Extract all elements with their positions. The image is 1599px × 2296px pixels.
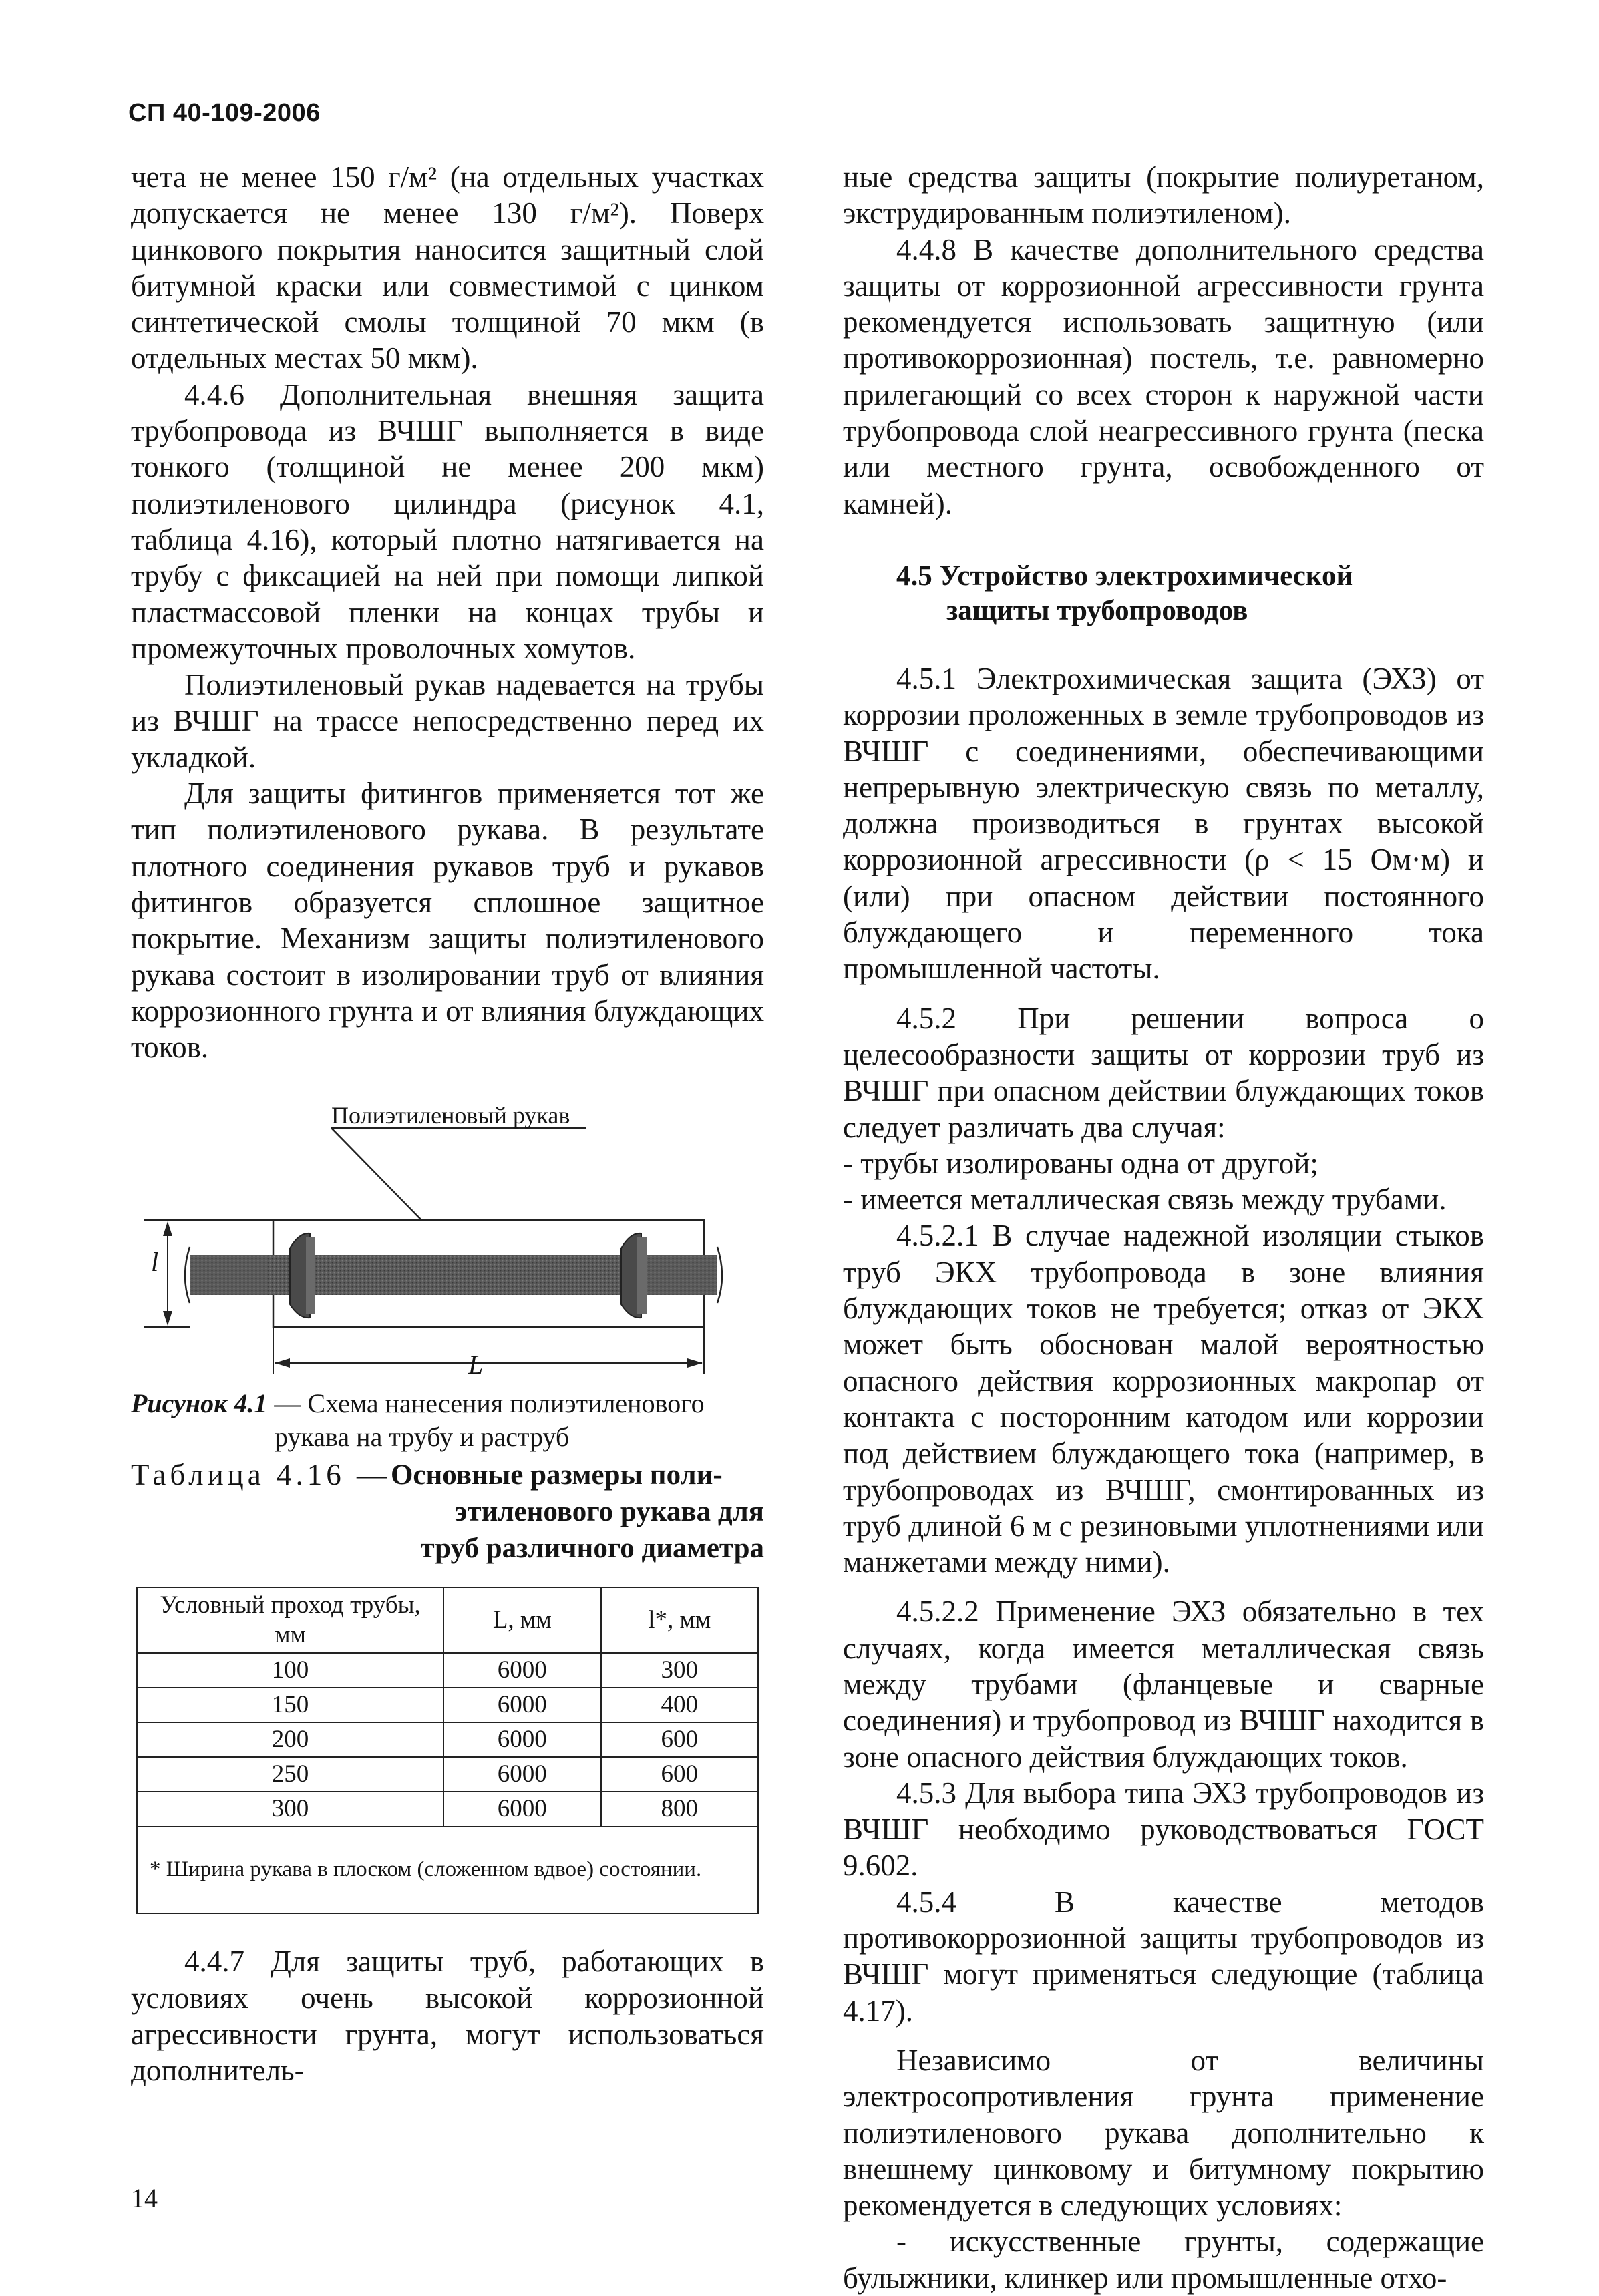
table-cell: 400 bbox=[601, 1688, 758, 1722]
column-header-l: l*, мм bbox=[601, 1587, 758, 1653]
paragraph: Для защиты фитингов применяется тот же тип полиэтиленового рукава. В результате плотного соединения рукавов труб и рукавов фитингов образуется сплошное защитное покрытие. Механизм защиты полиэтиленового рукава состоит в изолировании труб от влияния коррозионного грунта и от влияния блуждающих токов. bbox=[131, 777, 764, 1065]
table-footnote: * Ширина рукава в плоском (сложенном вдвое) состоянии. bbox=[137, 1827, 758, 1913]
paragraph-4-5-1: 4.5.1 Электрохимическая защита (ЭХЗ) от коррозии проложенных в земле трубопроводов из ВЧШГ с соединениями, обеспечивающими непрерывную электрическую связь по металлу, должна производиться в грунтах высокой коррозионной агрессивности (ρ < 15 Ом·м) и (или) при опасном действии постоянного блуждающего и переменного тока промышленной частоты. bbox=[843, 661, 1484, 986]
column-header-nominal-bore: Условный проход трубы, мм bbox=[137, 1587, 443, 1653]
table-cell: 100 bbox=[137, 1653, 443, 1688]
pipe-sleeve-diagram bbox=[131, 1089, 764, 1390]
right-column bbox=[843, 159, 1484, 2296]
table-cell: 300 bbox=[601, 1653, 758, 1688]
table-cell: 250 bbox=[137, 1757, 443, 1792]
paragraph: Полиэтиленовый рукав надевается на трубы из ВЧШГ на трассе непосредственно перед их укладкой. bbox=[131, 668, 764, 774]
table-row bbox=[137, 1722, 758, 1757]
dim-l-label: l bbox=[151, 1247, 159, 1278]
paragraph-4-4-8: 4.4.8 В качестве дополнительного средства защиты от коррозионной агрессивности грунта рекомендуется использовать защитную (или противокоррозионная) постель, т.е. равномерно прилегающий со всех сторон к наружной части трубопровода слой неагрессивного грунта (песка или местного грунта, освобожденного от камней). bbox=[843, 232, 1484, 520]
table-4-16 bbox=[136, 1587, 759, 1914]
figure-caption bbox=[131, 1387, 764, 1454]
table-cell: 6000 bbox=[443, 1792, 601, 1827]
callout-leader bbox=[331, 1128, 421, 1220]
table-cell: 6000 bbox=[443, 1688, 601, 1722]
section-heading-line1: 4.5 Устройство электрохимической bbox=[896, 560, 1353, 592]
table-cell: 6000 bbox=[443, 1757, 601, 1792]
table-title-line1: Основные размеры поли- bbox=[390, 1459, 723, 1491]
figure-caption-dash: — bbox=[267, 1388, 308, 1419]
paragraph-4-5-3: 4.5.3 Для выбора типа ЭХЗ трубопроводов из ВЧШГ необходимо руководствоваться ГОСТ 9.602. bbox=[843, 1776, 1484, 1883]
section-heading-4-5 bbox=[843, 559, 1484, 628]
table-title-line3: труб различного диаметра bbox=[420, 1533, 764, 1565]
paragraph-4-4-7: 4.4.7 Для защиты труб, работающих в условиях очень высокой коррозионной агрессивности грунта, могут использоваться дополнитель- bbox=[131, 1945, 764, 2088]
document-code: СП 40-109-2006 bbox=[128, 99, 321, 127]
column-header-L: L, мм bbox=[443, 1587, 601, 1653]
table-row bbox=[137, 1757, 758, 1792]
table-cell: 150 bbox=[137, 1688, 443, 1722]
paragraph-4-5-2-2: 4.5.2.2 Применение ЭХЗ обязательно в тех случаях, когда имеется металлическая связь между трубами (фланцевые и сварные соединения) и трубопровод из ВЧШГ находится в зоне опасного действия блуждающих токов. bbox=[843, 1595, 1484, 1774]
table-row bbox=[137, 1792, 758, 1827]
figure-caption-line1: Схема нанесения полиэтиленового bbox=[307, 1388, 705, 1419]
paragraph-4-5-4: 4.5.4 В качестве методов противокоррозионной защиты трубопроводов из ВЧШГ могут применяться следующие (таблица 4.17). bbox=[843, 1885, 1484, 2028]
dim-l-arrow-bottom bbox=[163, 1311, 172, 1326]
figure-4-1 bbox=[131, 1089, 764, 1453]
list-item: - имеется металлическая связь между трубами. bbox=[843, 1183, 1447, 1217]
figure-caption-label: Рисунок 4.1 bbox=[131, 1388, 268, 1419]
table-cell: 6000 bbox=[443, 1722, 601, 1757]
table-title bbox=[131, 1457, 764, 1567]
table-cell: 200 bbox=[137, 1722, 443, 1757]
pipe-right-end bbox=[717, 1247, 722, 1303]
dim-L-arrow-right bbox=[687, 1358, 703, 1368]
table-note-row bbox=[137, 1827, 758, 1913]
table-title-prefix: Таблица 4.16 — bbox=[131, 1458, 391, 1492]
callout-label: Полиэтиленовый рукав bbox=[331, 1102, 570, 1129]
paragraph-4-4-6: 4.4.6 Дополнительная внешняя защита трубопровода из ВЧШГ выполняется в виде тонкого (толщиной не менее 200 мкм) полиэтиленового цилиндра (рисунок 4.1, таблица 4.16), который плотно натягивается на трубу с фиксацией на ней при помощи липкой пластмассовой пленки на концах трубы и промежуточных проволочных хомутов. bbox=[131, 377, 764, 665]
paragraph-4-5-2-1: 4.5.2.1 В случае надежной изоляции стыков труб ЭКХ трубопровода в зоне влияния блуждающих токов не требуется; отказ от ЭКХ может быть обоснован малой вероятностью опасного действия коррозионных макропар от контакта с посторонним катодом или коррозии под действием блуждающего тока (например, в трубопроводах из ВЧШГ, смонтированных из труб длиной 6 м с резиновыми уплотнениями или манжетами между ними). bbox=[843, 1219, 1484, 1579]
dim-L-arrow-left bbox=[275, 1358, 290, 1368]
table-header-row bbox=[137, 1587, 758, 1653]
table-row bbox=[137, 1688, 758, 1722]
table-row bbox=[137, 1653, 758, 1688]
left-column bbox=[131, 159, 764, 2089]
pipe-left-end bbox=[185, 1247, 190, 1303]
socket-right-rim bbox=[637, 1237, 647, 1314]
table-cell: 600 bbox=[601, 1757, 758, 1792]
paragraph: ные средства защиты (покрытие полиуретаном, экструдированным полиэтиленом). bbox=[843, 160, 1484, 230]
dim-l-arrow-top bbox=[163, 1221, 172, 1236]
table-title-line2: этиленового рукава для bbox=[454, 1496, 764, 1528]
table-cell: 6000 bbox=[443, 1653, 601, 1688]
section-heading-line2: защиты трубопроводов bbox=[946, 594, 1248, 626]
paragraph-4-5-2: 4.5.2 При решении вопроса о целесообразности защиты от коррозии труб из ВЧШГ при опасном действии блуждающих токов следует различать два случая: bbox=[843, 1001, 1484, 1144]
figure-caption-line2: рукава на трубу и раструб bbox=[275, 1422, 570, 1453]
dim-L-label: L bbox=[468, 1350, 484, 1380]
page-number: 14 bbox=[131, 2183, 158, 2213]
table-cell: 600 bbox=[601, 1722, 758, 1757]
paragraph: Независимо от величины электросопротивления грунта применение полиэтиленового рукава дополнительно к внешнему цинковому и битумному покрытию рекомендуется в следующих условиях: bbox=[843, 2043, 1484, 2223]
list-item: - искусственные грунты, содержащие булыжники, клинкер или промышленные отхо- bbox=[843, 2225, 1484, 2295]
table-cell: 800 bbox=[601, 1792, 758, 1827]
socket-left-rim bbox=[306, 1237, 315, 1314]
list-item: - трубы изолированы одна от другой; bbox=[843, 1146, 1318, 1180]
paragraph: чета не менее 150 г/м² (на отдельных участках допускается не менее 130 г/м²). Поверх цинкового покрытия наносится защитный слой битумной краски или совместимой с цинком синтетической смолы толщиной 70 мкм (в отдельных местах 50 мкм). bbox=[131, 160, 764, 375]
table-cell: 300 bbox=[137, 1792, 443, 1827]
